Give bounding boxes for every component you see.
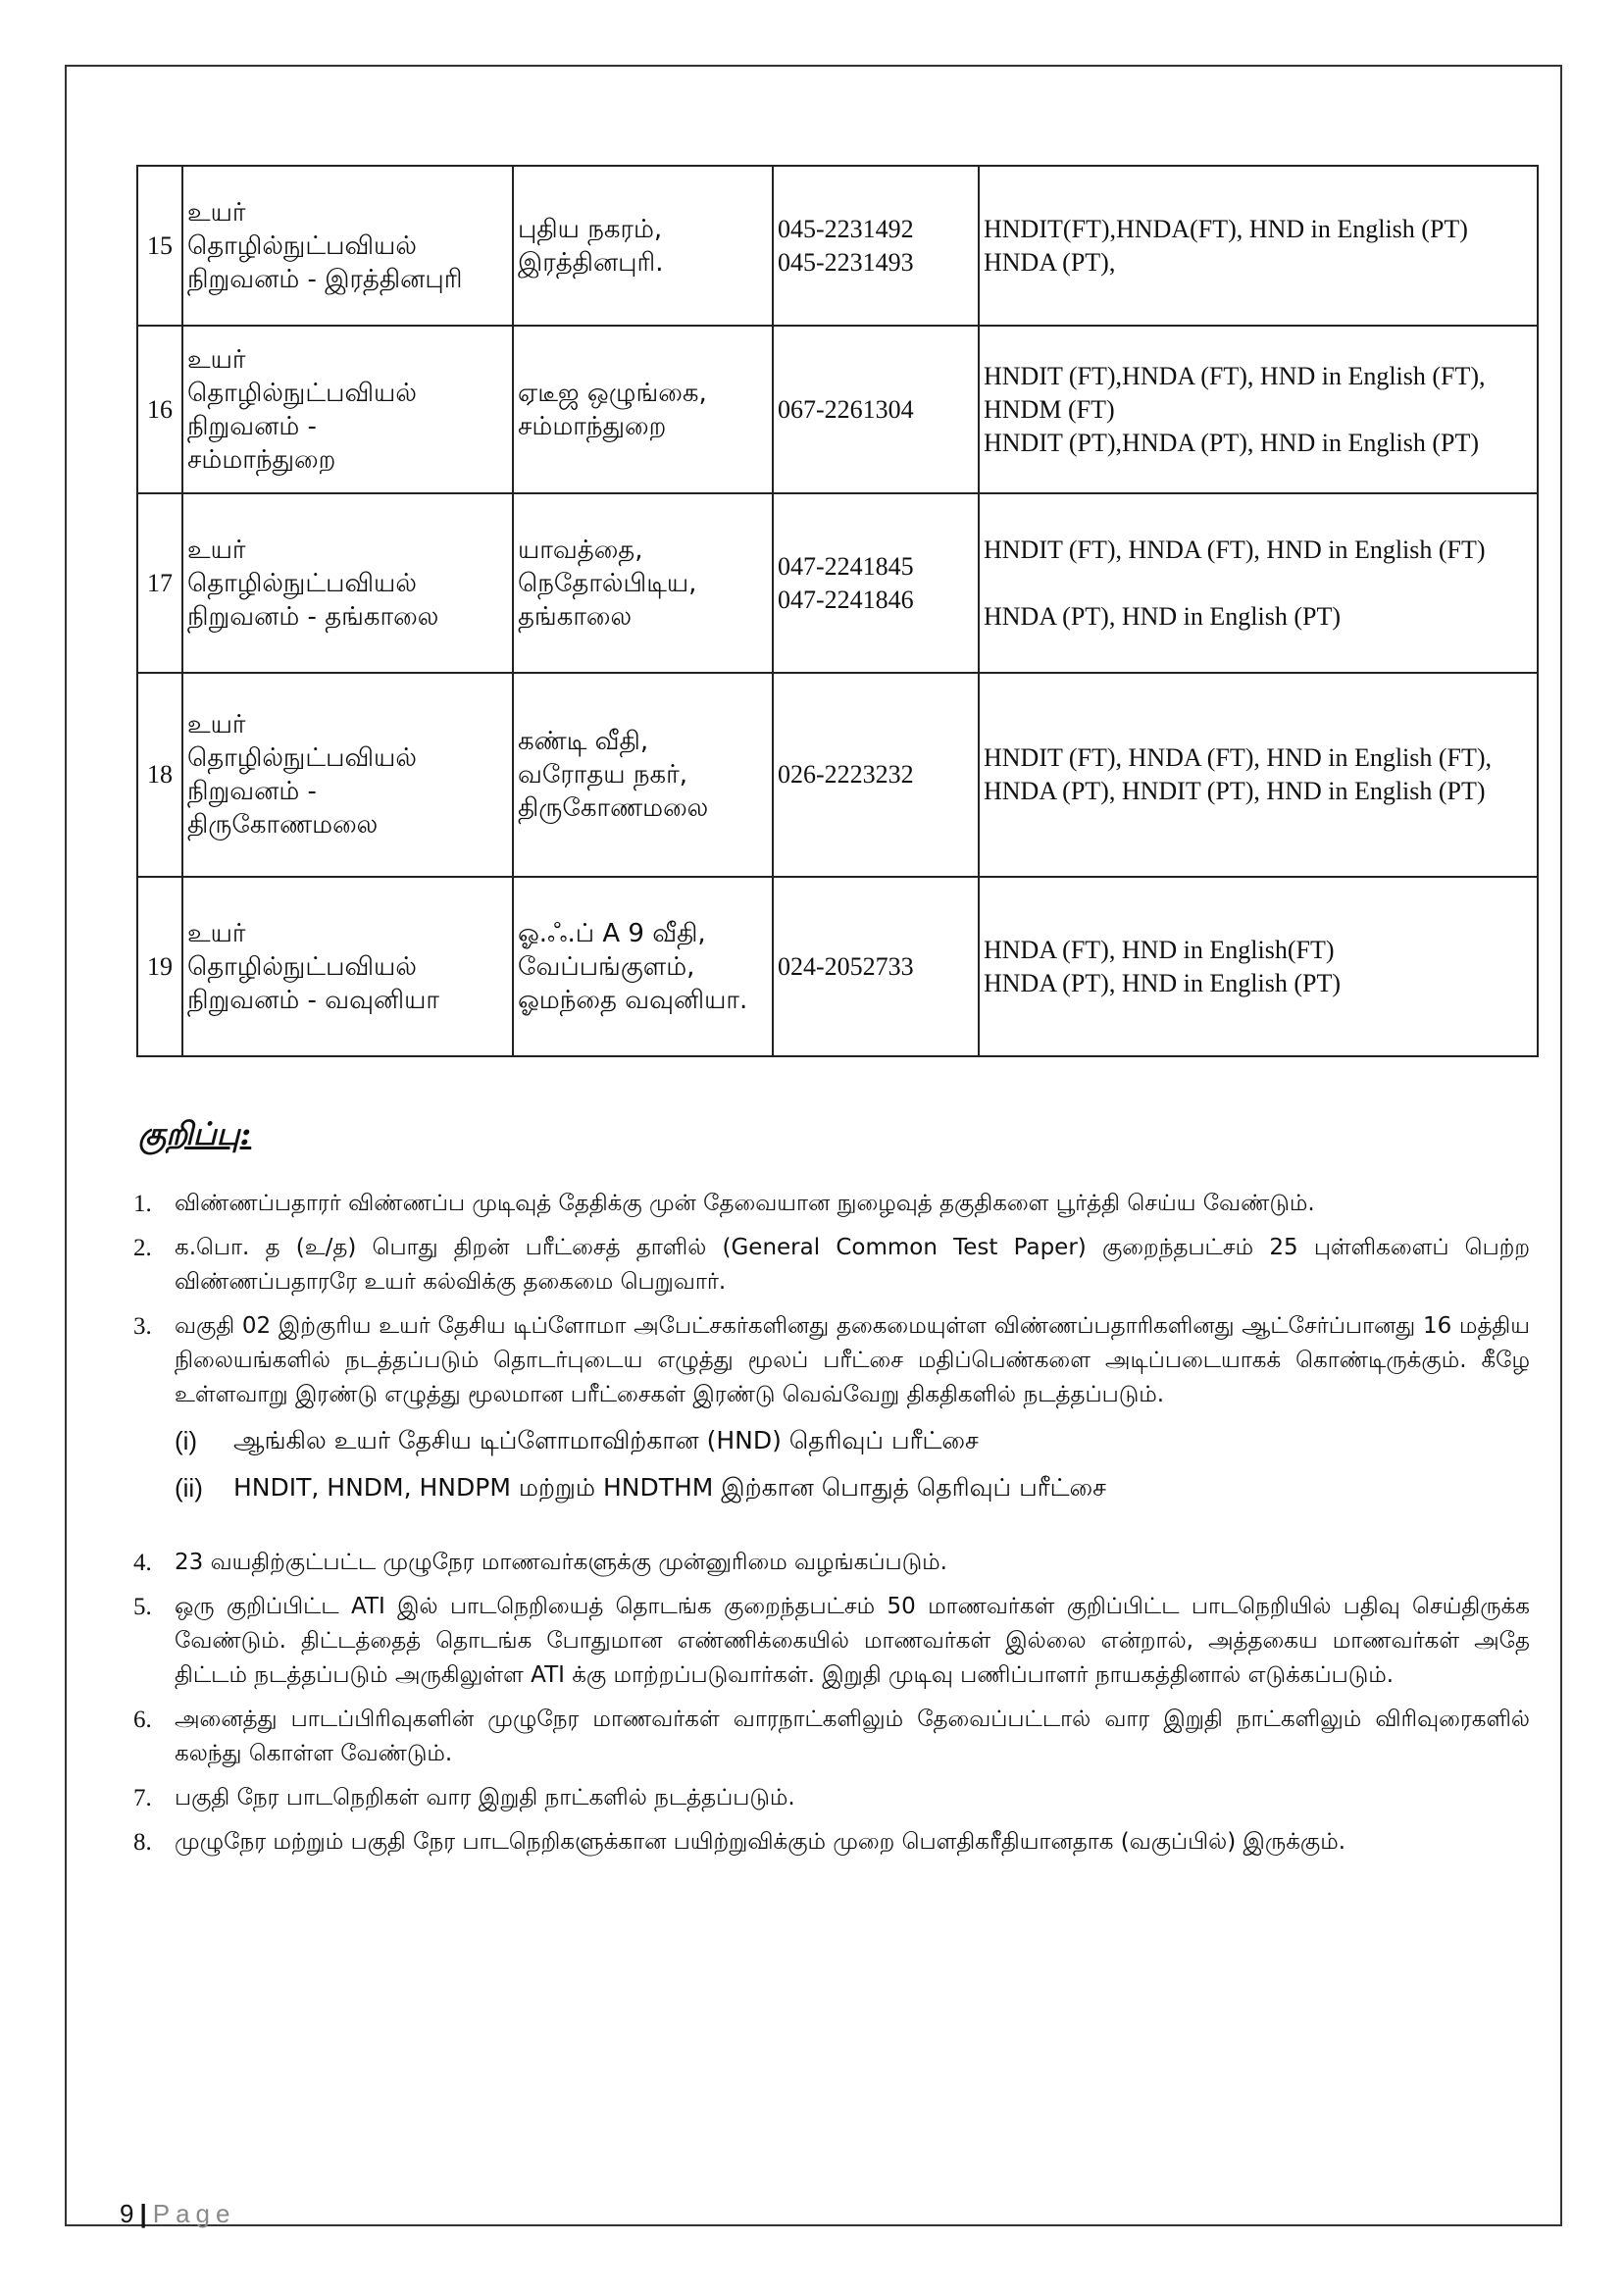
institute-name-line: தொழில்நுட்பவியல் <box>187 951 417 982</box>
footer-separator: | <box>139 2199 147 2228</box>
institute-name <box>182 326 513 493</box>
subnote-text: HNDIT, HNDM, HNDPM மற்றும் HNDTHM இற்கான பொதுத் தெரிவுப் பரீட்சை <box>233 1473 1107 1502</box>
institute-phone <box>773 493 979 673</box>
institute-address <box>513 326 773 493</box>
notes-heading: குறிப்பு: <box>138 1115 252 1152</box>
note-item <box>127 1825 1530 1860</box>
subnote-text: ஆங்கில உயர் தேசிய டிப்ளோமாவிற்கான (HND) தெரிவுப் பரீட்சை <box>233 1426 979 1454</box>
note-text: அனைத்து பாடப்பிரிவுகளின் முழுநேர மாணவர்கள் வாரநாட்களிலும் தேவைப்பட்டால் வார இறுதி நாட்களிலும் விரிவுரைகளில் கலந்து கொள்ள வேண்டும். <box>175 1707 1530 1766</box>
institute-name-line: தொழில்நுட்பவியல் <box>187 743 417 773</box>
institute-name-line: தொழில்நுட்பவியல் <box>187 378 417 408</box>
table-row <box>137 326 1538 493</box>
institute-address <box>513 166 773 326</box>
institute-phone <box>773 877 979 1056</box>
institute-name-line: உயர் <box>187 710 246 739</box>
institute-name-line: நிறுவனம் - தங்காலை <box>187 601 439 632</box>
institute-address-line: கண்டி வீதி, <box>518 727 649 756</box>
note-text: ஒரு குறிப்பிட்ட ATI இல் பாடநெறியைத் தொடங்க குறைந்தபட்சம் 50 மாணவர்கள் குறிப்பிட்ட பாடநெறியில் பதிவு செய்திருக்க வேண்டும். திட்டத்தைத் தொடங்க போதுமான எண்ணிக்கையில் மாணவர்கள் இல்லை என்றால், அத்தகைய மாணவர்கள் அதே திட்டம் நடத்தப்படும் அருகிலுள்ள ATI க்கு மாற்றப்படுவார்கள். இறுதி முடிவு பணிப்பாளர் நாயகத்தினால் எடுக்கப்படும். <box>175 1594 1530 1688</box>
institute-courses-line: HNDIT (FT), HNDA (FT), HND in English (FT) <box>984 535 1486 564</box>
institute-address <box>513 673 773 877</box>
row-number: 18 <box>137 673 182 877</box>
subnote-number: (ii) <box>175 1473 203 1503</box>
institute-courses-line: HNDIT(FT),HNDA(FT), HND in English (PT) <box>984 214 1468 243</box>
institute-courses-line: HNDIT (PT),HNDA (PT), HND in English (PT) <box>984 428 1480 457</box>
note-item <box>127 1309 1530 1412</box>
institute-name <box>182 877 513 1056</box>
institute-address-line: இரத்தினபுரி. <box>518 247 664 278</box>
institute-name-line: நிறுவனம் - இரத்தினபுரி <box>187 264 463 294</box>
note-item <box>127 1781 1530 1815</box>
institute-courses <box>979 673 1538 877</box>
note-item <box>127 1546 1530 1580</box>
row-number: 19 <box>137 877 182 1056</box>
institute-name <box>182 493 513 673</box>
institute-courses <box>979 326 1538 493</box>
institute-name-line: தொழில்நுட்பவியல் <box>187 230 417 261</box>
note-text: விண்ணப்பதாரர் விண்ணப்ப முடிவுத் தேதிக்கு முன் தேவையான நுழைவுத் தகுதிகளை பூர்த்தி செய்ய வேண்டும். <box>175 1191 1315 1216</box>
note-item <box>127 1187 1530 1221</box>
note-item <box>127 1590 1530 1693</box>
institute-name-line: உயர் <box>187 535 246 565</box>
institute-address-line: புதிய நகரம், <box>518 214 663 244</box>
note-number: 5. <box>133 1594 152 1620</box>
institutes-table <box>136 165 1539 1057</box>
row-number: 16 <box>137 326 182 493</box>
institute-address <box>513 493 773 673</box>
institute-courses-line: HNDA (FT), HND in English(FT) <box>984 935 1335 964</box>
institute-phone <box>773 326 979 493</box>
institute-address-line: நெதோல்பிடிய, <box>518 568 697 598</box>
institute-address-line: சம்மாந்துறை <box>518 411 667 441</box>
institute-address <box>513 877 773 1056</box>
institute-address-line: யாவத்தை, <box>518 535 643 565</box>
institute-courses <box>979 166 1538 326</box>
note-text: முழுநேர மற்றும் பகுதி நேர பாடநெறிகளுக்கான பயிற்றுவிக்கும் முறை பௌதிகரீதியானதாக (வகுப்பில்) இருக்கும். <box>175 1829 1346 1855</box>
institute-phone-line: 026-2223232 <box>778 760 914 789</box>
note-number: 7. <box>133 1785 152 1811</box>
row-number: 15 <box>137 166 182 326</box>
institute-name-line: நிறுவனம் - வவுனியா <box>187 985 439 1015</box>
table-row <box>137 493 1538 673</box>
institute-phone-line: 047-2241846 <box>778 585 914 614</box>
note-number: 2. <box>133 1235 152 1261</box>
institute-courses-line <box>984 567 1533 600</box>
institute-name-line: நிறுவனம் - <box>187 411 317 441</box>
institute-courses-line: HNDIT (FT),HNDA (FT), HND in English (FT), <box>984 361 1486 390</box>
institute-address-line: தங்காலை <box>518 601 633 632</box>
institute-address-line: வரோதய நகர், <box>518 760 688 790</box>
note-text: பகுதி நேர பாடநெறிகள் வார இறுதி நாட்களில் நடத்தப்படும். <box>175 1785 795 1810</box>
note-item <box>127 1703 1530 1771</box>
table-row <box>137 166 1538 326</box>
note-item <box>127 1231 1530 1300</box>
institute-name-line: சம்மாந்துறை <box>187 444 336 475</box>
page-label: Page <box>152 2199 236 2228</box>
note-number: 1. <box>133 1191 152 1217</box>
institute-name-line: உயர் <box>187 918 246 948</box>
institute-courses <box>979 493 1538 673</box>
institute-address-line: ஏடீஜ ஒழுங்கை, <box>518 378 707 408</box>
subnote-item <box>175 1422 1530 1459</box>
institute-address-line: வேப்பங்குளம், <box>518 951 695 982</box>
institute-name-line: திருகோணமலை <box>187 810 379 840</box>
institute-address-line: ஓ.ஃ.ப் A 9 வீதி, <box>518 918 706 948</box>
institute-courses-line: HNDIT (FT), HNDA (FT), HND in English (FT), <box>984 743 1493 772</box>
institute-courses-line: HNDA (PT), HND in English (PT) <box>984 968 1341 997</box>
subnote-number: (i) <box>175 1426 198 1455</box>
institute-courses-line: HNDM (FT) <box>984 394 1115 424</box>
institute-address-line: திருகோணமலை <box>518 793 709 823</box>
page-footer <box>120 2199 235 2229</box>
institute-phone-line: 024-2052733 <box>778 951 914 981</box>
institute-name-line: உயர் <box>187 344 246 375</box>
table-row <box>137 673 1538 877</box>
institute-name-line: உயர் <box>187 197 246 228</box>
note-number: 6. <box>133 1707 152 1733</box>
institute-courses-line: HNDA (PT), <box>984 247 1116 277</box>
subnote-item <box>175 1469 1530 1506</box>
note-number: 3. <box>133 1313 152 1340</box>
institute-phone-line: 045-2231492 <box>778 214 914 243</box>
institute-phone-line: 047-2241845 <box>778 551 914 581</box>
note-number: 8. <box>133 1829 152 1856</box>
institute-courses-line: HNDA (PT), HNDIT (PT), HND in English (PT) <box>984 777 1486 805</box>
institute-phone-line: 067-2261304 <box>778 394 914 424</box>
row-number: 17 <box>137 493 182 673</box>
institute-courses <box>979 877 1538 1056</box>
institute-phone <box>773 673 979 877</box>
notes-list <box>127 1187 1530 1869</box>
institute-name <box>182 673 513 877</box>
institute-phone <box>773 166 979 326</box>
institute-name-line: தொழில்நுட்பவியல் <box>187 568 417 598</box>
page-number: 9 <box>120 2199 134 2228</box>
institute-courses-line: HNDA (PT), HND in English (PT) <box>984 601 1341 631</box>
note-number: 4. <box>133 1550 152 1576</box>
note-text: 23 வயதிற்குட்பட்ட முழுநேர மாணவர்களுக்கு முன்னுரிமை வழங்கப்படும். <box>175 1550 947 1575</box>
institute-name <box>182 166 513 326</box>
institute-phone-line: 045-2231493 <box>778 247 914 277</box>
institute-name-line: நிறுவனம் - <box>187 777 317 806</box>
note-text: வகுதி 02 இற்குரிய உயர் தேசிய டிப்ளோமா அபேட்சகர்களினது தகைமையுள்ள விண்ணப்பதாரிகளினது ஆட்சேர்ப்பானது 16 மத்திய நிலையங்களில் நடத்தப்படும் தொடர்புடைய எழுத்து மூலப் பரீட்சை மதிப்பெண்களை அடிப்படையாகக் கொண்டிருக்கும். கீழே உள்ளவாறு இரண்டு எழுத்து மூலமான பரீட்சைகள் இரண்டு வெவ்வேறு திகதிகளில் நடத்தப்படும். <box>175 1313 1530 1407</box>
note-text: க.பொ. த (உ/த) பொது திறன் பரீட்சைத் தாளில் (General Common Test Paper) குறைந்தபட்சம் 25 புள்ளிகளைப் பெற்ற விண்ணப்பதாரரே உயர் கல்விக்கு தகைமை பெறுவார். <box>175 1235 1530 1295</box>
institute-address-line: ஓமந்தை வவுனியா. <box>518 985 748 1015</box>
table-row <box>137 877 1538 1056</box>
